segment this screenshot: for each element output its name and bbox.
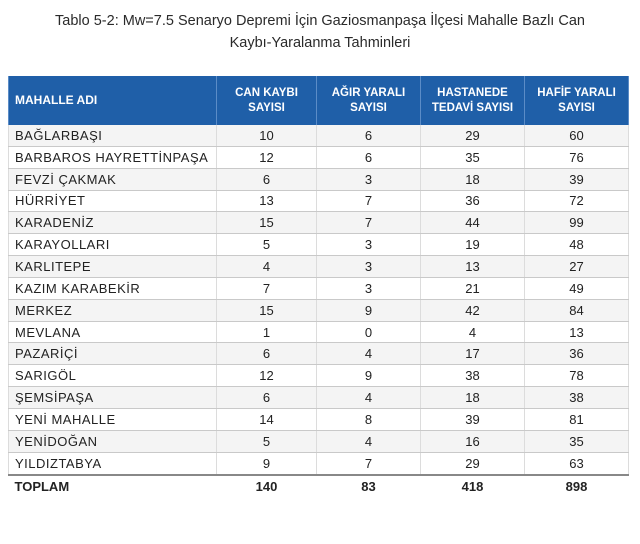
header-deaths-line: SAYISI	[248, 101, 285, 114]
cell-hospital-treatment: 21	[421, 277, 525, 299]
table-row	[9, 256, 629, 278]
cell-light-injured: 84	[525, 299, 629, 321]
total-hospital-treatment: 418	[421, 475, 525, 498]
cell-severe-injured: 6	[317, 146, 421, 168]
header-hospital-treatment-line: HASTANEDE	[437, 86, 508, 99]
cell-light-injured: 72	[525, 190, 629, 212]
cell-light-injured: 76	[525, 146, 629, 168]
cell-hospital-treatment: 44	[421, 212, 525, 234]
cell-neighborhood: YENİ MAHALLE	[9, 408, 217, 430]
cell-hospital-treatment: 29	[421, 125, 525, 146]
cell-neighborhood: HÜRRİYET	[9, 190, 217, 212]
cell-deaths: 5	[217, 430, 317, 452]
cell-neighborhood: KARLITEPE	[9, 256, 217, 278]
cell-light-injured: 39	[525, 168, 629, 190]
cell-light-injured: 36	[525, 343, 629, 365]
header-severe-injured	[317, 76, 421, 125]
cell-neighborhood: KARAYOLLARI	[9, 234, 217, 256]
cell-hospital-treatment: 18	[421, 387, 525, 409]
table-body	[9, 125, 629, 475]
total-severe-injured: 83	[317, 475, 421, 498]
table-total-row	[9, 475, 629, 498]
cell-severe-injured: 3	[317, 277, 421, 299]
cell-hospital-treatment: 13	[421, 256, 525, 278]
table-row	[9, 452, 629, 474]
cell-severe-injured: 3	[317, 234, 421, 256]
cell-deaths: 5	[217, 234, 317, 256]
cell-deaths: 12	[217, 146, 317, 168]
cell-deaths: 6	[217, 387, 317, 409]
table-row	[9, 190, 629, 212]
table-row	[9, 299, 629, 321]
cell-deaths: 1	[217, 321, 317, 343]
cell-severe-injured: 7	[317, 212, 421, 234]
table-row	[9, 343, 629, 365]
cell-neighborhood: KAZIM KARABEKİR	[9, 277, 217, 299]
caption-line-2: Kaybı-Yaralanma Tahminleri	[229, 35, 411, 51]
table-row	[9, 365, 629, 387]
cell-severe-injured: 0	[317, 321, 421, 343]
cell-light-injured: 48	[525, 234, 629, 256]
cell-light-injured: 63	[525, 452, 629, 474]
cell-neighborhood: KARADENİZ	[9, 212, 217, 234]
cell-deaths: 7	[217, 277, 317, 299]
total-label: TOPLAM	[9, 475, 217, 498]
header-hospital-treatment	[421, 76, 525, 125]
table-row	[9, 430, 629, 452]
table-row	[9, 321, 629, 343]
header-light-injured-line: SAYISI	[558, 101, 595, 114]
cell-severe-injured: 9	[317, 365, 421, 387]
cell-hospital-treatment: 18	[421, 168, 525, 190]
table-row	[9, 146, 629, 168]
header-deaths	[217, 76, 317, 125]
cell-hospital-treatment: 35	[421, 146, 525, 168]
cell-severe-injured: 6	[317, 125, 421, 146]
cell-light-injured: 27	[525, 256, 629, 278]
header-neighborhood	[9, 76, 217, 125]
cell-neighborhood: BAĞLARBAŞI	[9, 125, 217, 146]
total-light-injured: 898	[525, 475, 629, 498]
header-hospital-treatment-line: TEDAVİ SAYISI	[431, 101, 514, 114]
cell-hospital-treatment: 38	[421, 365, 525, 387]
cell-deaths: 9	[217, 452, 317, 474]
cell-light-injured: 38	[525, 387, 629, 409]
cell-severe-injured: 7	[317, 452, 421, 474]
cell-neighborhood: YILDIZTABYA	[9, 452, 217, 474]
header-deaths-line: CAN KAYBI	[235, 86, 298, 99]
cell-light-injured: 60	[525, 125, 629, 146]
cell-hospital-treatment: 42	[421, 299, 525, 321]
caption-line-1: Tablo 5-2: Mw=7.5 Senaryo Depremi İçin Gaziosmanpaşa İlçesi Mahalle Bazlı Can	[55, 13, 585, 29]
cell-hospital-treatment: 36	[421, 190, 525, 212]
cell-severe-injured: 7	[317, 190, 421, 212]
cell-severe-injured: 3	[317, 168, 421, 190]
cell-deaths: 6	[217, 168, 317, 190]
cell-light-injured: 35	[525, 430, 629, 452]
header-severe-injured-line: AĞIR YARALI	[331, 86, 406, 99]
cell-deaths: 15	[217, 212, 317, 234]
cell-light-injured: 78	[525, 365, 629, 387]
table-header-row	[9, 76, 629, 125]
cell-deaths: 4	[217, 256, 317, 278]
header-light-injured	[525, 76, 629, 125]
header-neighborhood-line: MAHALLE ADI	[15, 93, 98, 107]
cell-severe-injured: 4	[317, 343, 421, 365]
cell-neighborhood: MEVLANA	[9, 321, 217, 343]
table-row	[9, 408, 629, 430]
cell-light-injured: 99	[525, 212, 629, 234]
cell-light-injured: 49	[525, 277, 629, 299]
cell-severe-injured: 3	[317, 256, 421, 278]
cell-severe-injured: 4	[317, 430, 421, 452]
cell-hospital-treatment: 16	[421, 430, 525, 452]
cell-neighborhood: MERKEZ	[9, 299, 217, 321]
cell-neighborhood: FEVZİ ÇAKMAK	[9, 168, 217, 190]
header-light-injured-line: HAFİF YARALI	[537, 86, 616, 99]
cell-neighborhood: YENİDOĞAN	[9, 430, 217, 452]
table-caption	[0, 10, 640, 54]
cell-neighborhood: PAZARİÇİ	[9, 343, 217, 365]
cell-neighborhood: BARBAROS HAYRETTİNPAŞA	[9, 146, 217, 168]
table-row	[9, 212, 629, 234]
cell-deaths: 6	[217, 343, 317, 365]
table-row	[9, 168, 629, 190]
cell-light-injured: 81	[525, 408, 629, 430]
cell-hospital-treatment: 39	[421, 408, 525, 430]
header-severe-injured-line: SAYISI	[350, 101, 387, 114]
cell-hospital-treatment: 17	[421, 343, 525, 365]
casualty-table	[8, 76, 629, 498]
cell-deaths: 15	[217, 299, 317, 321]
cell-severe-injured: 4	[317, 387, 421, 409]
table-row	[9, 234, 629, 256]
cell-deaths: 14	[217, 408, 317, 430]
table-row	[9, 277, 629, 299]
cell-hospital-treatment: 4	[421, 321, 525, 343]
table-row	[9, 125, 629, 146]
cell-severe-injured: 9	[317, 299, 421, 321]
cell-light-injured: 13	[525, 321, 629, 343]
cell-hospital-treatment: 29	[421, 452, 525, 474]
cell-hospital-treatment: 19	[421, 234, 525, 256]
cell-deaths: 10	[217, 125, 317, 146]
cell-deaths: 13	[217, 190, 317, 212]
table-row	[9, 387, 629, 409]
cell-deaths: 12	[217, 365, 317, 387]
cell-severe-injured: 8	[317, 408, 421, 430]
total-deaths: 140	[217, 475, 317, 498]
cell-neighborhood: SARIGÖL	[9, 365, 217, 387]
cell-neighborhood: ŞEMSİPAŞA	[9, 387, 217, 409]
